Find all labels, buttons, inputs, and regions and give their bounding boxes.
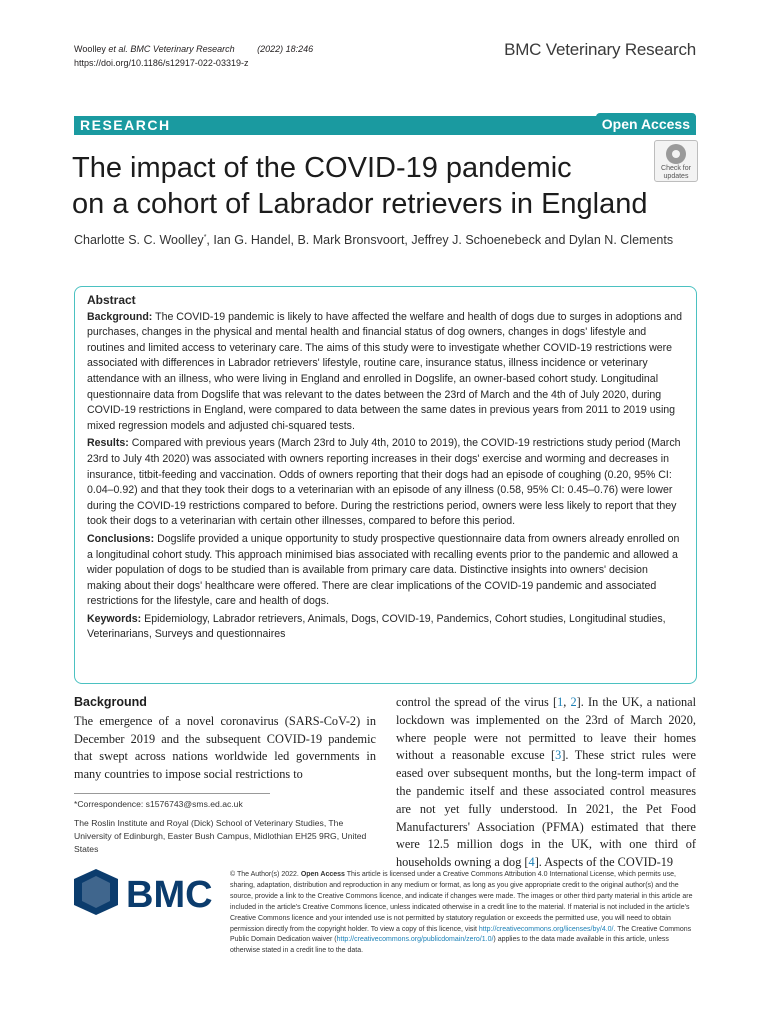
keywords-label: Keywords: [87, 612, 142, 625]
article-title [72, 150, 662, 222]
authors-rest: , Ian G. Handel, B. Mark Bronsvoort, Jeffrey J. Schoenebeck and Dylan N. Clements [206, 233, 674, 247]
section-band [74, 116, 696, 135]
section-label: RESEARCH [80, 117, 171, 133]
check-updates-icon [666, 144, 686, 164]
license-link-cc-zero[interactable]: http://creativecommons.org/publicdomain/zero/1.0/ [336, 936, 494, 944]
license-open-access: Open Access [300, 871, 345, 878]
body-text-d: ]. Aspects of the COVID-19 [534, 855, 674, 870]
abstract-keywords [87, 612, 684, 643]
ref-separator: , [563, 695, 571, 709]
citation-block [74, 42, 313, 70]
reference-link-4[interactable]: 4 [528, 855, 535, 870]
abstract-heading: Abstract [87, 293, 136, 307]
author-first[interactable]: Charlotte S. C. Woolley [74, 233, 204, 247]
correspondence-email[interactable]: *Correspondence: s1576743@sms.ed.ac.uk [74, 799, 243, 809]
open-access-badge: Open Access [596, 113, 696, 135]
license-body-1: This article is licensed under a Creative Commons Attribution 4.0 International License, which permits use, sharing, adaptation, distribution and reproduction in any medium or format, as long as you give appropriate credit to the original author(s) and the source, provide a link to the Creative Commons licence, and indicate if changes were made. The images or other third party material in this article are included in the article's Creative Commons licence, unless indicated otherwise in a credit line to the material. If material is not included in the article's Creative Commons licence and your intended use is not permitted by statutory regulation or exceeds the permitted use, you will need to obtain permission directly from the copyright holder. To view a copy of this licence, visit [230, 871, 693, 933]
check-updates-line2: updates [663, 173, 689, 180]
results-label: Results: [87, 437, 129, 450]
author-list [74, 233, 673, 247]
background-paragraph: The emergence of a novel coronavirus (SARS-CoV-2) in December 2019 and the subsequent COVID-19 pandemic that swept across nations worldwide led governments in many countries to impose social restrictions to [74, 713, 376, 782]
license-copyright: © The Author(s) 2022. [230, 871, 299, 878]
affiliation: The Roslin Institute and Royal (Dick) School of Veterinary Studies, The University of Edinburgh, Easter Bush Campus, Midlothian EH25 9RG, United States [74, 818, 367, 854]
reference-link-1[interactable]: 1 [557, 695, 564, 709]
background-text: The COVID-19 pandemic is likely to have affected the welfare and health of dogs due to surges in adoptions and purchases, changes in the physical and mental health and financial status of dog owners, changes in dogs' lifestyle and routines and limited access to veterinary care. The aims of this study were to investigate whether COVID-19 restrictions were associated with differences in Labrador retrievers' lifestyle, routine care, insurance status, illness incidence or veterinary attendance with an illness, who were living in England and enrolled in Dogslife, an owner-based cohort study. Longitudinal questionnaire data from Dogslife that was relevant to the dates between the 23rd of March and the 4th of July 2020, during COVID-19 restrictions in England, were compared to data between the same dates in previous years from 2011 to 2019 using mixed regression models and adjusted chi-squared tests. [87, 310, 682, 432]
citation-etal: et al. [108, 44, 128, 54]
license-body-2: . The Creative Commons Public Domain Dedication waiver ( [230, 925, 692, 944]
background-label: Background: [87, 310, 153, 323]
footnote-divider [74, 793, 270, 794]
bmc-logo [74, 869, 216, 915]
citation-author: Woolley [74, 44, 106, 54]
abstract-results [87, 436, 684, 530]
doi-link[interactable]: https://doi.org/10.1186/s12917-022-03319-z [74, 58, 249, 68]
reference-link-2[interactable]: 2 [570, 695, 577, 709]
citation-line [74, 42, 313, 56]
abstract-background [87, 310, 684, 435]
body-text-a: control the spread of the virus [ [396, 695, 558, 709]
reference-link-3[interactable]: 3 [555, 748, 562, 763]
results-text: Compared with previous years (March 23rd to July 4th, 2010 to 2019), the COVID-19 restrictions study period (March 23rd to July 4th 2020) was associated with owners reporting increases in their dogs' exercise and worming and decreases in insurance, titbit-feeding and vaccination. Odds of owners reporting that their dogs had an episode of coughing (0.20, 95% CI: 0.04–0.92) and that they took their dogs to a veterinarian with an episode of any illness (0.58, 95% CI: 0.45–0.76) were lower during the COVID-19 restrictions compared to before. During the restrictions period, owners were less likely to report that they took their dogs to a veterinarian with certain other illnesses, compared to before this period. [87, 437, 681, 528]
license-link-cc-by[interactable]: http://creativecommons.org/licenses/by/4.0/ [478, 925, 614, 933]
title-line-2: on a cohort of Labrador retrievers in England [72, 188, 648, 220]
bmc-logo-text: BMC [126, 874, 213, 915]
body-text-b: ]. In the UK, a national lockdown was implemented on the 23rd of March 2020, where people were not permitted to leave their homes without a reasonable excuse [ [396, 695, 696, 763]
abstract-conclusions [87, 532, 684, 610]
body-column-right [396, 694, 696, 872]
conclusions-label: Conclusions: [87, 532, 155, 545]
correspondence-block [74, 798, 374, 862]
conclusions-text: Dogslife provided a unique opportunity to study prospective questionnaire data from owners already enrolled on a longitudinal cohort study. This approach minimised bias associated with recalling events prior to the pandemic and allowed a wider population of dogs to be studied than is available from primary care data. Distinctive insights into owners' decision making about their dogs' healthcare were offered. There are clear implications of the COVID-19 pandemic and associated restrictions for the lifestyle, care and health of dogs. [87, 532, 680, 608]
body-text-c: ]. These strict rules were eased over subsequent months, but the long-term impact of the pandemic itself and these associated control measures are not yet fully understood. In 2021, the Pet Food Manufacturers' Association (PFMA) estimated that there were 12.5 million dogs in the UK, with one third of households owning a dog [ [396, 748, 696, 870]
journal-name: BMC Veterinary Research [504, 40, 696, 59]
license-body-3: ) applies to the data made available in this article, unless otherwise stated in a credit line to the data. [230, 936, 669, 955]
background-heading: Background [74, 695, 147, 709]
citation-journal: BMC Veterinary Research [130, 44, 235, 54]
license-text [230, 870, 700, 957]
abstract-box [74, 286, 697, 684]
check-for-updates-button[interactable] [654, 140, 698, 182]
citation-year: (2022) 18:246 [257, 44, 314, 54]
corresponding-mark: * [203, 233, 207, 241]
title-line-1: The impact of the COVID-19 pandemic [72, 152, 572, 184]
check-updates-line1: Check for [661, 165, 691, 172]
body-column-left [74, 694, 376, 784]
keywords-text: Epidemiology, Labrador retrievers, Animals, Dogs, COVID-19, Pandemics, Cohort studies, Longitudinal studies, Veterinarians, Surveys and questionnaires [87, 612, 666, 641]
